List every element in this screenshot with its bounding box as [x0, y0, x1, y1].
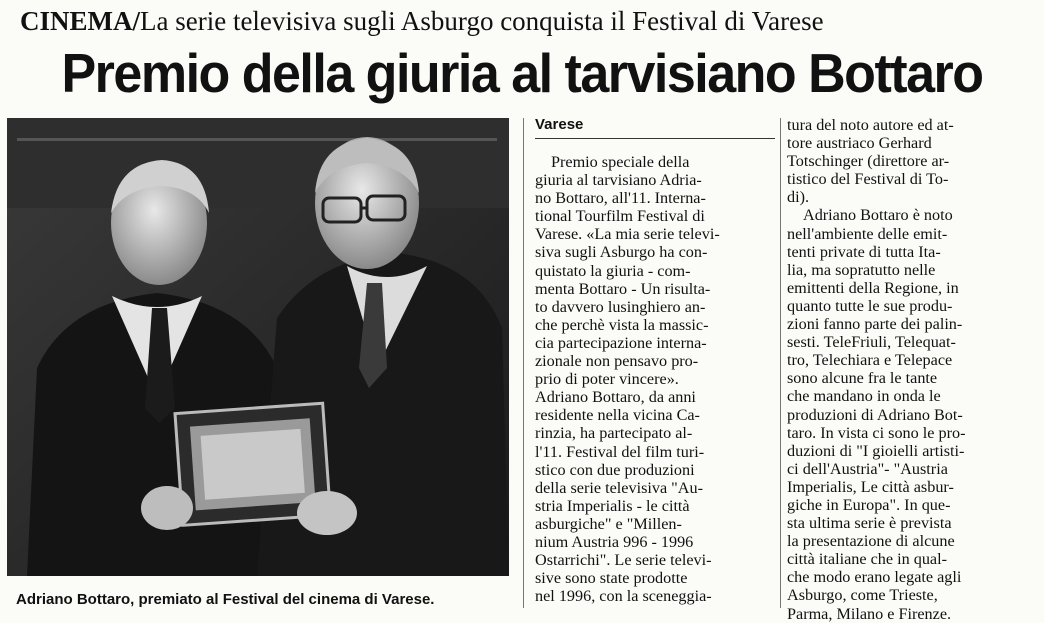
article-line: residente nella vicina Ca-	[535, 406, 700, 425]
article-line: città italiane che in qual-	[787, 550, 948, 569]
article-line: produzioni di Adriano Bot-	[787, 405, 963, 424]
article-line: tura del noto autore ed at-	[787, 116, 954, 134]
article-line: menta Bottaro - Un risulta-	[535, 279, 711, 298]
article-line: sono alcune fra le tante	[787, 369, 938, 388]
article-line: giuria al tarvisiano Adria-	[535, 171, 702, 190]
article-line: stria Imperialis - le città	[535, 496, 690, 515]
article-line: che modo erano legate agli	[787, 568, 962, 587]
article-line: tore austriaco Gerhard	[787, 134, 932, 153]
section-tag: CINEMA/	[20, 6, 140, 36]
article-line: sesti. TeleFriuli, Telequat-	[787, 333, 956, 352]
article-line: quistato la giuria - com-	[535, 261, 691, 280]
kicker	[20, 4, 1030, 38]
article-line: Adriano Bottaro è noto	[803, 206, 953, 225]
article-line: tional Tourfilm Festival di	[535, 207, 705, 226]
article-line: ci dell'Austria"- "Austria	[787, 459, 948, 478]
article-line: l'11. Festival del film turi-	[535, 442, 705, 461]
article-line: to davvero lusinghiero an-	[535, 297, 706, 316]
article-line: Imperialis, Le città asbur-	[787, 477, 954, 496]
photo-caption: Adriano Bottaro, premiato al Festival del cinema di Varese.	[16, 591, 435, 608]
article-line: siva sugli Asburgo ha con-	[535, 243, 708, 262]
article-line: di).	[787, 188, 810, 207]
column-1-text	[535, 153, 775, 605]
article-line: zionale non pensavo pro-	[535, 352, 699, 371]
column-rule	[523, 118, 524, 608]
article-line: Parma, Milano e Firenze.	[787, 604, 952, 623]
article-line: nium Austria 996 - 1996	[535, 532, 694, 551]
article-line: che mandano in onda le	[787, 387, 941, 406]
article-line: nel 1996, con la sceneggia-	[535, 587, 712, 606]
article-line: Varese. «La mia serie televi-	[535, 225, 720, 244]
column-2-text	[787, 116, 1035, 623]
article-line: cia partecipazione interna-	[535, 333, 707, 352]
article-line: emittenti della Regione, in	[787, 278, 959, 297]
column-rule	[780, 118, 781, 608]
article-line: lia, ma sopratutto nelle	[787, 260, 936, 279]
article-line: che perchè vista la massic-	[535, 315, 709, 334]
article-line: asburgiche" e "Millen-	[535, 514, 682, 533]
article-line: nell'ambiente delle emit-	[787, 224, 948, 243]
article-line: Premio speciale della	[551, 153, 690, 171]
article-line: quanto tutte le sue produ-	[787, 296, 953, 315]
article-line: la presentazione di alcune	[787, 532, 955, 551]
kicker-text: La serie televisiva sugli Asburgo conquista il Festival di Varese	[140, 6, 824, 36]
article-line: zioni fanno parte dei palin-	[787, 315, 963, 334]
article-line: duzioni di "I gioielli artisti-	[787, 441, 965, 460]
dateline: Varese	[535, 116, 775, 139]
article-line: giche in Europa". In que-	[787, 495, 951, 514]
article-line: taro. In vista ci sono le pro-	[787, 423, 966, 442]
article-line: Asburgo, come Trieste,	[787, 586, 938, 605]
article-line: Adriano Bottaro, da anni	[535, 388, 696, 407]
article-line: Ostarrichi". Le serie televi-	[535, 551, 712, 570]
article-line: tistico del Festival di To-	[787, 170, 949, 189]
article-line: sive sono state prodotte	[535, 569, 688, 588]
article-line: tenti private di tutta Ita-	[787, 242, 941, 261]
article-line: prio di poter vincere».	[535, 370, 679, 389]
headline: Premio della giuria al tarvisiano Bottaro	[61, 43, 983, 105]
article-line: della serie televisiva "Au-	[535, 478, 703, 497]
article-line: tro, Telechiara e Telepace	[787, 351, 953, 370]
article-line: no Bottaro, all'11. Interna-	[535, 189, 706, 208]
article-line: stico con due produzioni	[535, 460, 695, 479]
article-line: rinzia, ha partecipato al-	[535, 424, 693, 443]
article-line: Totschinger (direttore ar-	[787, 152, 950, 171]
article-line: sta ultima serie è prevista	[787, 514, 952, 533]
news-photo	[7, 118, 509, 576]
article-column-1	[535, 116, 775, 605]
article-column-2	[787, 116, 1035, 623]
